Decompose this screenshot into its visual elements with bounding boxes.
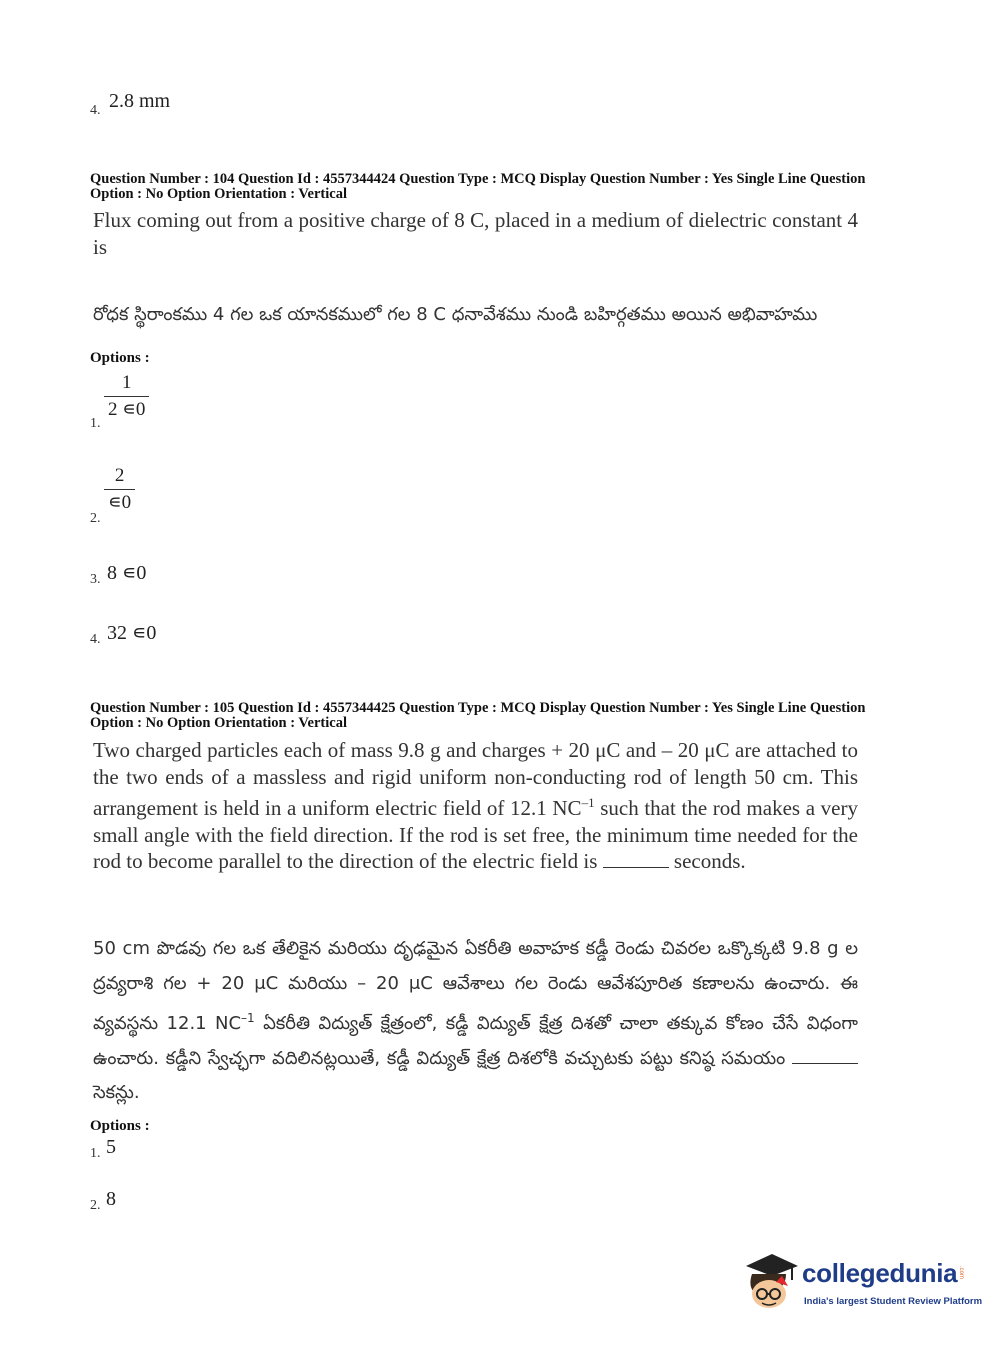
option-number-1: 1. <box>90 416 101 431</box>
options-label-105: Options : <box>90 1118 150 1134</box>
answer-blank <box>792 1063 858 1064</box>
option-number-1: 1. <box>90 1146 101 1161</box>
question-text-te-105 <box>93 932 858 1111</box>
answer-blank <box>603 867 669 868</box>
question-text-part: 50 cm పొడవు గల ఒక తేలికైన మరియు దృఢమైన ఏకరీతి అవాహక కడ్డీ రెండు చివరల ఒక్కొక్కటి 9.8 g ల ద్రవ్యరాశి గల + 20 μC మరియు – 20 μC ఆవేశాలు గల రెండు ఆవేశపూరిత కణాలను ఉంచారు. ఈ వ్యవస్థను 12.1 NC <box>93 938 858 1034</box>
options-label-104: Options : <box>90 350 150 366</box>
logo-tagline: India's largest Student Review Platform <box>804 1296 983 1307</box>
question-meta-104: Question Number : 104 Question Id : 4557344424 Question Type : MCQ Display Question Number : Yes Single Line Question Option : No Option Orientation : Vertical <box>90 171 866 202</box>
option-number-2: 2. <box>90 1198 101 1213</box>
question-text-part: సెకన్లు. <box>93 1082 140 1103</box>
fraction-numerator: 2 <box>104 463 135 490</box>
question-text-part: such that the rod makes a very small angle with the field direction. If the rod is set free, the minimum time needed for the rod to become parallel to the direction of the electric field is <box>93 796 859 873</box>
fraction-denominator: ∊0 <box>108 492 132 513</box>
option-1-fraction <box>104 370 149 423</box>
logo-suffix: .com <box>958 1266 964 1280</box>
option-text: 2.8 mm <box>109 90 171 112</box>
logo-name: collegedunia <box>802 1258 958 1288</box>
option-2-text: 8 <box>106 1188 116 1210</box>
question-meta-105: Question Number : 105 Question Id : 4557344425 Question Type : MCQ Display Question Number : Yes Single Line Question Option : No Option Orientation : Vertical <box>90 700 866 731</box>
mascot-icon <box>742 1252 800 1312</box>
option-number-4: 4. <box>90 632 101 647</box>
option-number: 4. <box>90 103 101 118</box>
question-text-part: ఏకరీతి విద్యుత్ క్షేత్రంలో, కడ్డీ విద్యుత్ క్షేత్ర దిశతో చాలా తక్కువ కోణం చేసే విధంగా ఉంచారు. కడ్డీని స్వేచ్ఛగా వదిలినట్లయితే, కడ్డీ విద్యుత్ క్షేత్ర దిశలోకి వచ్చుటకు పట్టు కనిష్ఠ సమయం <box>93 1013 858 1069</box>
question-text-part: seconds. <box>668 849 746 873</box>
option-1-text: 5 <box>106 1136 116 1158</box>
fraction-numerator: 1 <box>104 370 149 397</box>
question-text-en-105 <box>93 737 858 875</box>
option-number-3: 3. <box>90 572 101 587</box>
option-2-fraction <box>104 463 135 516</box>
fraction-denominator: 2 ∊0 <box>108 399 146 420</box>
superscript: –1 <box>581 795 595 810</box>
option-4-text: 32 ∊0 <box>107 622 157 644</box>
question-text-en-104: Flux coming out from a positive charge of 8 C, placed in a medium of dielectric constant 4 is <box>93 208 858 259</box>
superscript: –1 <box>241 1011 255 1025</box>
question-text-part: Two charged particles each of mass 9.8 g and charges + 20 μC and – 20 μC are attached to the two ends of a massless and rigid uniform non-conducting rod of length 50 cm. This arrangement is held in a uniform electric field of 12.1 NC <box>93 738 858 820</box>
option-number-2: 2. <box>90 511 101 526</box>
collegedunia-logo[interactable] <box>742 1252 983 1314</box>
option-3-text: 8 ∊0 <box>107 562 147 584</box>
question-text-te-104: రోధక స్థిరాంకము 4 గల ఒక యానకములో గల 8 C ధనావేశము నుండి బహిర్గతము అయిన అభివాహము <box>93 304 818 325</box>
